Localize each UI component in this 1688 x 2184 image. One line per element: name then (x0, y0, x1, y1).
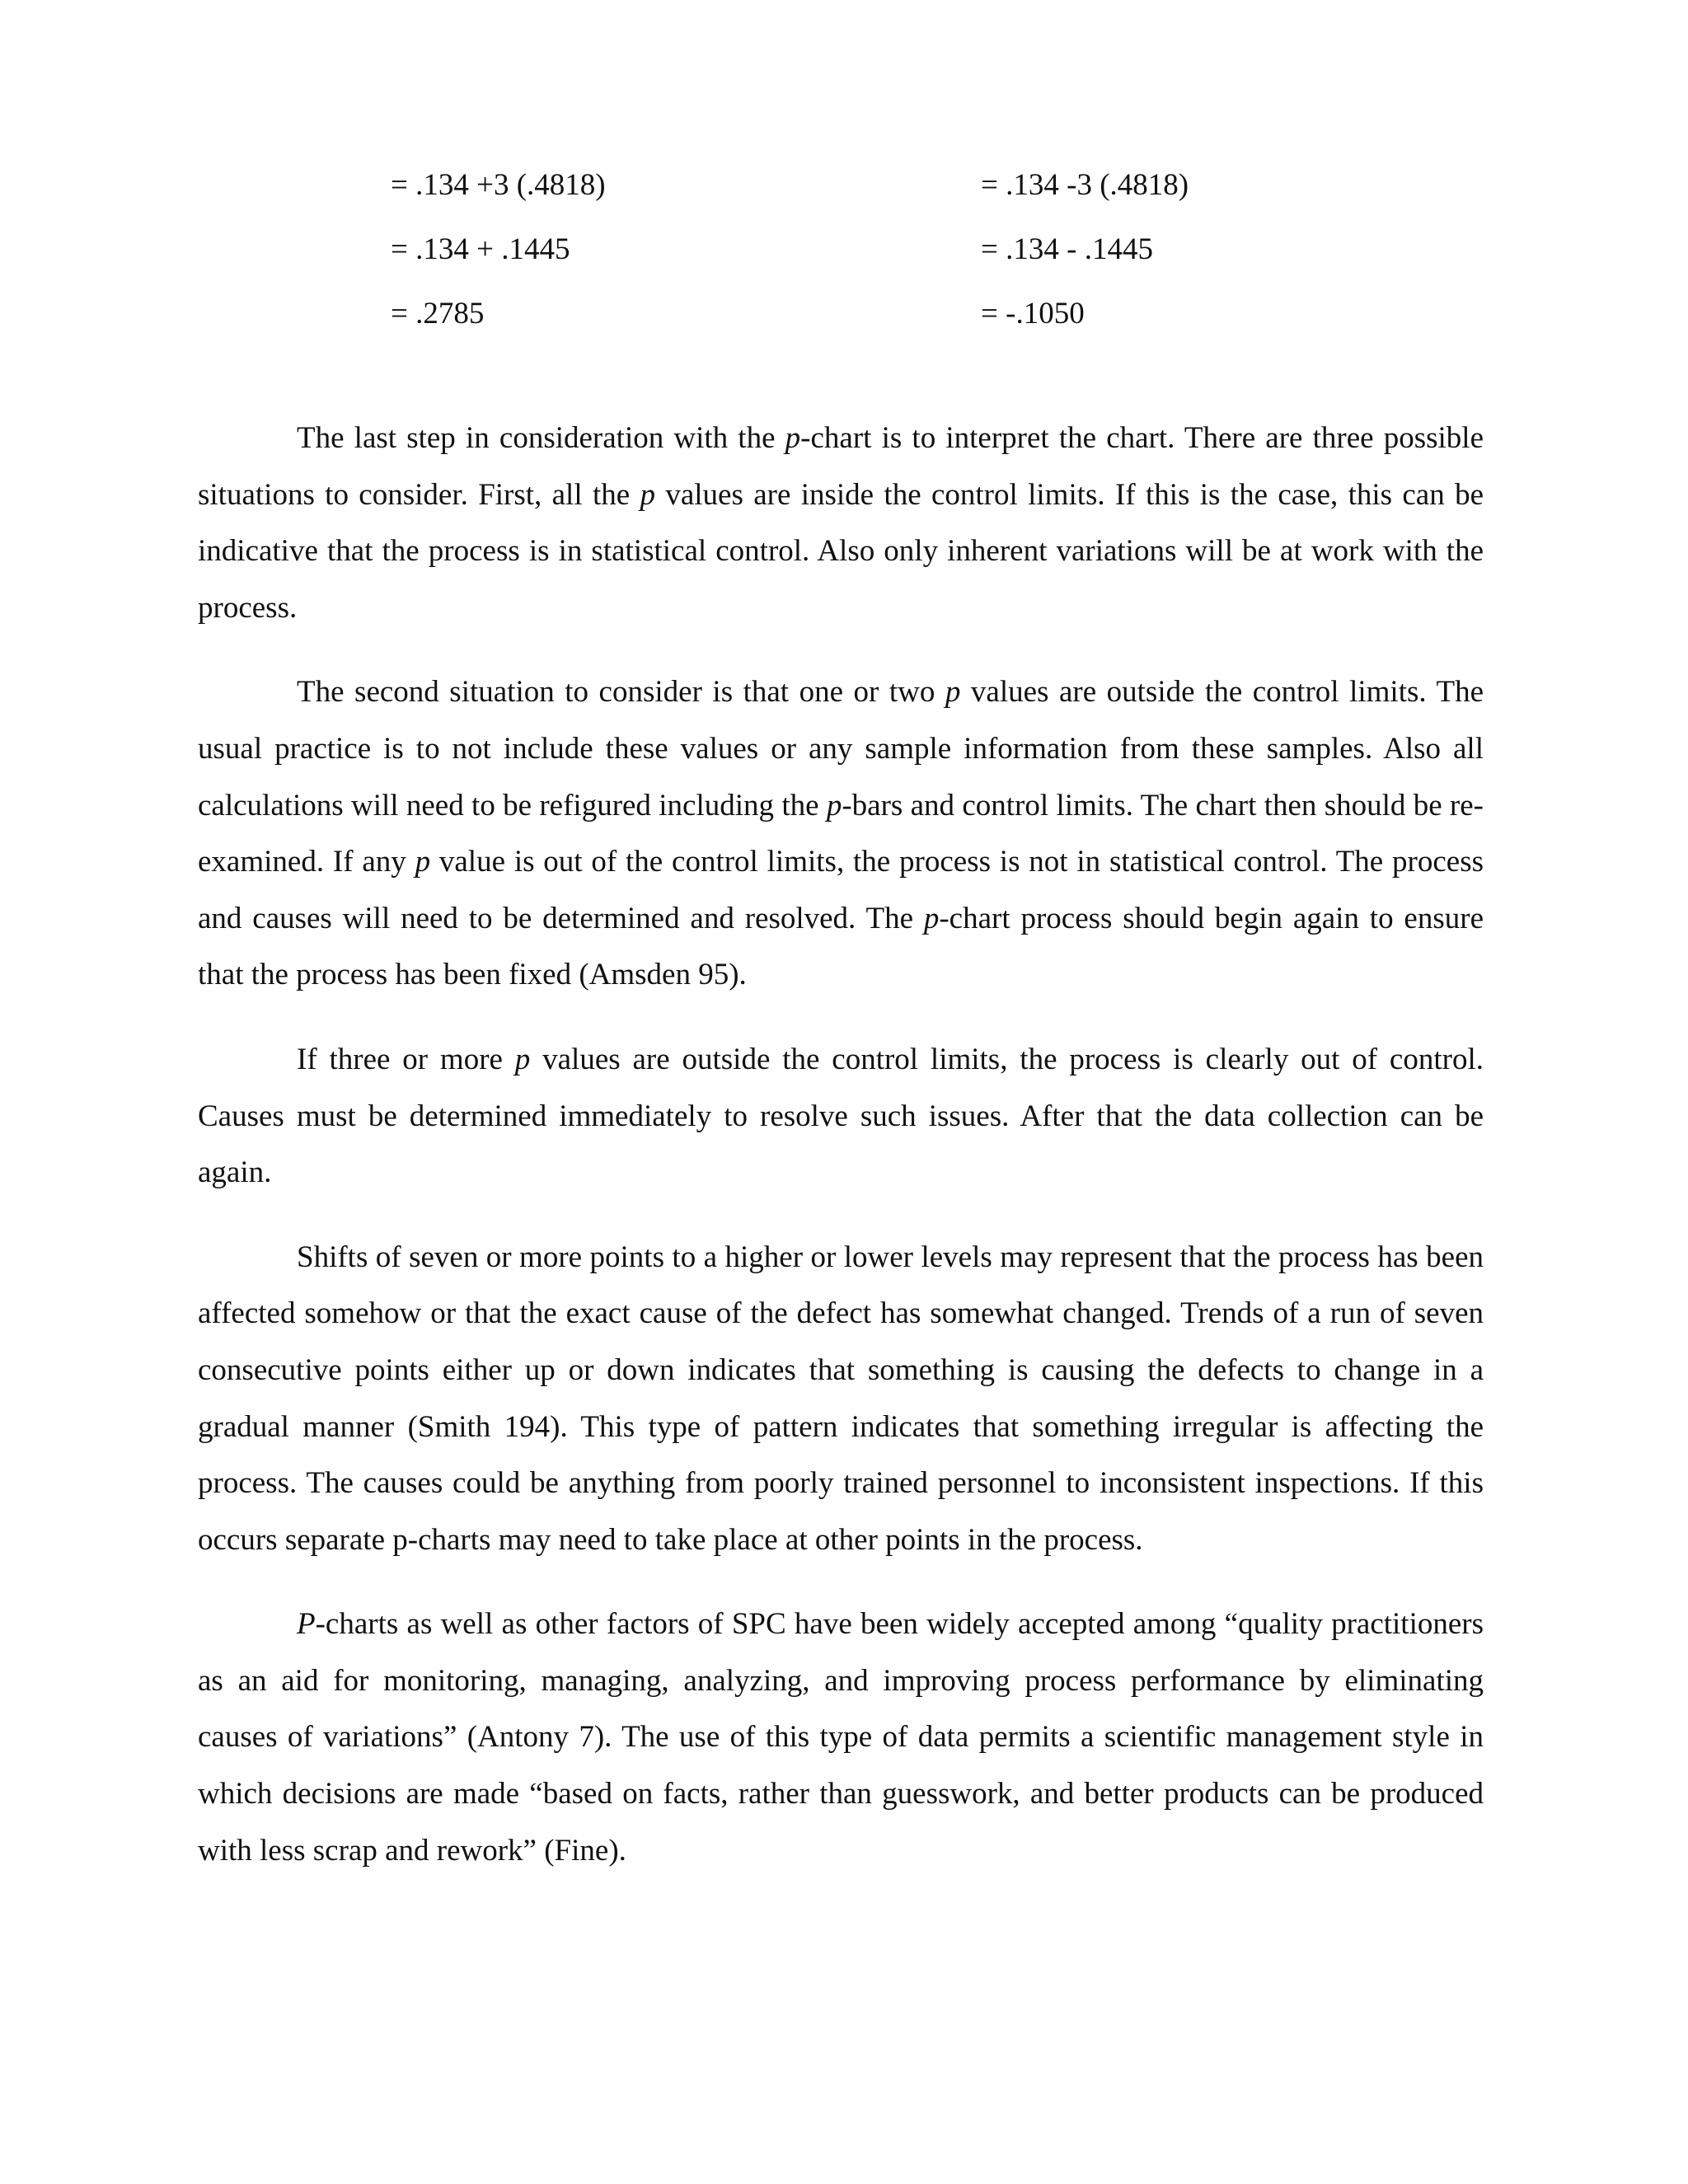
italic-text-segment: p (640, 477, 655, 512)
lower-control-limit-calculation (981, 153, 1189, 346)
text-segment: value is out of the control limits, the process is not in statistical control. The process and causes will need to be determined and resolved. The (198, 845, 1484, 935)
text-segment: -bars and control limits. The chart then should be re-examined. If any (198, 788, 1484, 879)
calc-line: = .134 - .1445 (981, 232, 1153, 266)
text-segment: values are inside the control limits. If this is the case, this can be indicative that the process is in statistical control. Also only inherent variations will be at work with the process. (198, 477, 1484, 625)
paragraph (198, 410, 1484, 636)
italic-text-segment: p (415, 845, 431, 879)
paragraph (198, 1596, 1484, 1879)
italic-text-segment: p (514, 1042, 531, 1076)
paragraph (198, 664, 1484, 1004)
text-segment: -charts as well as other factors of SPC have been widely accepted among “quality practitioners as an aid for monitoring, managing, analyzing, and improving process performance by eliminating causes of variations” (Antony 7). The use of this type of data permits a scientific management style in which decisions are made “based on facts, rather than guesswork, and better products can be produced with less scrap and rework” (Fine). (198, 1607, 1484, 1868)
text-segment: Shifts of seven or more points to a higher or lower levels may represent that the process has been affected somehow or that the exact cause of the defect has somewhat changed. Trends of a run of seven consecutive points either up or down indicates that something is causing the defects to change in a gradual manner (Smith 194). This type of pattern indicates that something irregular is affecting the process. The causes could be anything from poorly trained personnel to inconsistent inspections. If this occurs separate p-charts may need to take place at other points in the process. (198, 1240, 1484, 1557)
italic-text-segment: p (923, 901, 940, 935)
italic-text-segment: P (297, 1607, 316, 1642)
text-segment: The last step in consideration with the (297, 421, 785, 455)
calc-line: = .2785 (391, 297, 485, 330)
text-segment: The second situation to consider is that one or two (297, 675, 945, 710)
calc-line: = .134 -3 (.4818) (981, 168, 1189, 202)
text-segment: values are outside the control limits, the process is clearly out of control. Causes must be determined immediately to resolve such issues. After that the data collection can be again. (198, 1042, 1484, 1190)
calc-line: = .134 + .1445 (391, 232, 570, 266)
paragraph (198, 1230, 1484, 1569)
italic-text-segment: p (945, 675, 961, 710)
text-segment: -chart is to interpret the chart. There are three possible situations to consider. First, all the (198, 421, 1484, 512)
italic-text-segment: p (785, 421, 801, 455)
text-segment: -chart process should begin again to ensure that the process has been fixed (Amsden 95). (198, 901, 1484, 992)
body-text (198, 410, 1484, 1879)
italic-text-segment: p (826, 788, 842, 823)
text-segment: If three or more (297, 1042, 515, 1076)
calc-line: = -.1050 (981, 297, 1085, 330)
text-segment: values are outside the control limits. The usual practice is to not include these values or any sample information from these samples. Also all calculations will need to be refigured including the (198, 675, 1484, 823)
calc-line: = .134 +3 (.4818) (391, 168, 606, 202)
paragraph (198, 1032, 1484, 1202)
upper-control-limit-calculation (391, 153, 606, 346)
